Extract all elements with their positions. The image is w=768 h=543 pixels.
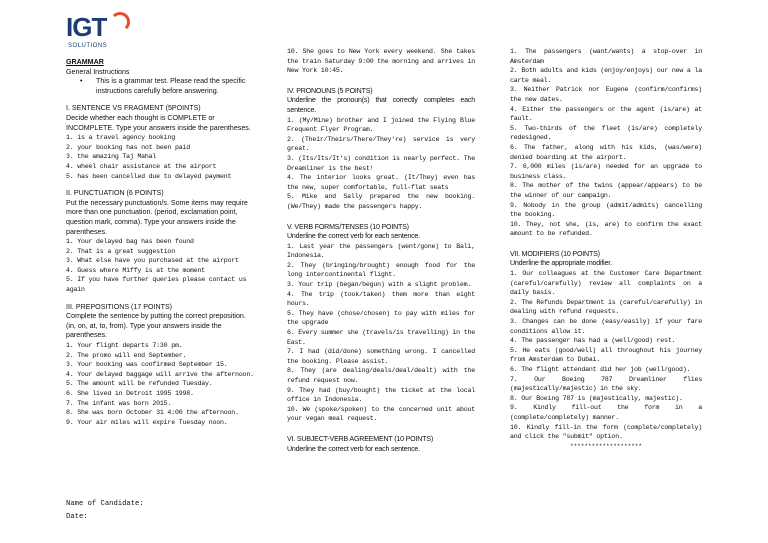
candidate-name-label: Name of Candidate:	[66, 500, 144, 508]
list-item: 9. Nobody in the group (admit/admits) cancelling the booking.	[510, 201, 702, 219]
list-item: 6. The father, along with his kids, (was/were) denied boarding at the airport.	[510, 143, 702, 161]
list-item: 5. He eats (good/well) all throughout his journey from Amsterdam to Dubai.	[510, 346, 702, 364]
list-item: 5. The amount will be refunded Tuesday.	[66, 380, 213, 388]
list-item: 2. The promo will end September.	[66, 351, 187, 359]
list-item: 4. Guess where Miffy is at the moment	[66, 266, 206, 274]
list-item: 3. Neither Patrick nor Eugene (confirm/confirms) the new dates.	[510, 86, 702, 103]
list-item: 5. If you have further queries please contact us again	[66, 276, 247, 294]
list-item: 2. The Refunds Department is (careful/carefully) in dealing with refund requests.	[510, 298, 702, 316]
list-item: 4. The interior looks great. (It/They) even has the new, super comfortable, full-flat seats	[287, 174, 475, 191]
list-item: 1. Your delayed bag has been found	[66, 238, 194, 246]
list-item: 6. Every summer she (travels/is travelling) in the East.	[287, 329, 475, 346]
list-item: 5. They have (chose/chosen) to pay with miles for the upgrade	[287, 309, 475, 327]
section-5-instructions: Underline the correct verb for each sentence.	[287, 232, 420, 241]
page-title: GRAMMAR	[66, 58, 104, 66]
list-item: 1. Your flight departs 7:30 pm.	[66, 342, 183, 350]
section-6-instructions: Underline the correct verb for each sentence.	[287, 444, 420, 453]
column-3	[510, 47, 702, 451]
list-item: 5. Two-thirds of the fleet (is/are) completely redesigned.	[510, 124, 702, 142]
list-item: 7. Our Boeing 787 Dreamliner flies (majestically/majestic) in the sky.	[510, 375, 702, 393]
list-item: 1. is a travel agency booking	[66, 134, 175, 142]
column-2	[287, 47, 475, 454]
section-1-list	[66, 133, 256, 181]
list-item: 10. Kindly fill-in the form (complete/completely) and click the "submit" option.	[510, 423, 702, 441]
list-item: 4. The passenger has had a (well/good) rest.	[510, 337, 676, 345]
list-item: 10. They, not she, (is, are) to confirm the exact amount to be refunded.	[510, 220, 702, 238]
list-item: 3. the amazing Taj Mahal	[66, 153, 157, 161]
list-item: 4. Either the passengers or the agent (is/are) at fault.	[510, 105, 702, 123]
company-logo	[66, 10, 136, 52]
list-item: 5. Mike and Sally prepared the new booking. (We/They) made the passengers happy.	[287, 193, 475, 210]
list-item: 1. The passengers (want/wants) a stop-over in Amsterdam	[510, 48, 702, 65]
section-3-instructions: Complete the sentence by putting the correct preposition. (in, on, at, to, from). Type your answers inside the parentheses.	[66, 312, 246, 340]
section-6-title: VI. SUBJECT-VERB AGREEMENT (10 POINTS)	[287, 434, 433, 443]
end-stars: ********************	[569, 442, 642, 450]
section-2-instructions: Put the necessary punctuation/s. Some items may require more than one punctuation. (period, exclamation point, question mark, comma). Type your answers inside the parentheses.	[66, 198, 248, 236]
logo-brand: IGT	[66, 12, 107, 42]
section-1-instructions: Decide whether each thought is COMPLETE or INCOMPLETE. Type your answers inside the parentheses.	[66, 113, 251, 132]
list-item: 7. The infant was born 2015.	[66, 399, 172, 407]
list-item: 2. (Their/Theirs/There/They're) service is very great.	[287, 135, 475, 153]
list-item: 1. (My/Mine) brother and I joined the Flying Blue Frequent Flyer Program.	[287, 116, 475, 134]
list-item: 4. The trip (took/taken) them more than eight hours.	[287, 290, 475, 308]
section-4-instructions: Underline the pronoun(s) that correctly completes each sentence.	[287, 96, 475, 114]
list-item: 9. They had (buy/bought) the ticket at the local office in Indonesia.	[287, 386, 475, 404]
list-item: 8. They (are dealing/deals/deal/dealt) with the refund request now.	[287, 367, 475, 384]
bullet-icon: •	[80, 77, 83, 86]
section-3-title: III. PREPOSITIONS (17 POINTS)	[66, 302, 173, 311]
list-item: 8. She was born October 31 4:00 the afternoon.	[66, 409, 239, 417]
list-item: 9. Kindly fill-out the form in a (complete/completely) manner.	[510, 404, 702, 421]
list-item: 5. has been cancelled due to delayed payment	[66, 172, 232, 180]
list-item: 10. She goes to New York every weekend. She takes the train Saturday 9:00 the morning and arrives in New York 10:45.	[287, 48, 475, 75]
bullet-text: This is a grammar test. Please read the specific instructions carefully before answering.	[96, 77, 246, 95]
section-3-list	[66, 341, 256, 427]
list-item: 3. Changes can be done (easy/easily) if your fare conditions allow it.	[510, 318, 702, 335]
section-5-title: V. VERB FORMS/TENSES (10 POINTS)	[287, 222, 409, 231]
list-item: 1. Our colleagues at the Customer Care Department (careful/carefully) review all complaints on a daily basis.	[510, 270, 702, 297]
list-item: 7. 6,000 miles (is/are) needed for an upgrade to business class.	[510, 163, 702, 180]
list-item: 6. The flight attendant did her job (well/good).	[510, 366, 691, 373]
logo-subtitle: SOLUTIONS	[68, 43, 108, 49]
list-item: 10. We (spoke/spoken) to the concerned unit about your vegan meal request.	[287, 405, 475, 423]
logo-arc-icon	[110, 12, 130, 32]
section-1-title: I. SENTENCE VS FRAGMENT (5POINTS)	[66, 104, 201, 113]
section-2-title: II. PUNCTUATION (6 POINTS)	[66, 189, 164, 198]
list-item: 3. Your trip (began/begun) with a slight problem.	[287, 281, 472, 289]
list-item: 2. They (bringing/brought) enough food for the long intercontinental flight.	[287, 261, 475, 279]
list-item: 3. (Its/Its/It's) condition is nearly perfect. The Dreamliner is the best!	[287, 154, 475, 172]
list-item: 8. Our Boeing 787 is (majestically, majestic).	[510, 394, 683, 402]
general-instructions-heading: General Instructions	[66, 67, 130, 76]
section-7-instructions: Underline the appropriate modifier.	[510, 259, 612, 268]
list-item: 1. Last year the passengers (went/gone) to Bali, Indonesia.	[287, 242, 475, 260]
list-item: 8. The mother of the twins (appear/appears) to be the winner of our campaign.	[510, 182, 702, 199]
general-instructions-bullet	[66, 77, 256, 96]
list-item: 3. What else have you purchased at the airport	[66, 257, 239, 265]
list-item: 6. She lived in Detroit 1995 1998.	[66, 390, 194, 397]
list-item: 2. Both adults and kids (enjoy/enjoys) our new a la carte meal.	[510, 67, 702, 84]
list-item: 4. Your delayed baggage will arrive the afternoon.	[66, 370, 254, 378]
section-7-title: VII. MODIFIERS (10 POINTS)	[510, 249, 600, 258]
list-item: 9. Your air miles will expire Tuesday noon.	[66, 418, 228, 426]
list-item: 2. your booking has not been paid	[66, 143, 190, 151]
list-item: 3. Your booking was confirmed September 15.	[66, 361, 228, 369]
list-item: 4. wheel chair assistance at the airport	[66, 162, 217, 170]
section-2-list	[66, 237, 256, 295]
column-1	[66, 58, 256, 427]
list-item: 2. That is a great suggestion	[66, 247, 175, 255]
list-item: 7. I had (did/done) something wrong. I cancelled the booking. Please assist.	[287, 348, 475, 365]
date-label: Date:	[66, 513, 88, 521]
section-4-title: IV. PRONOUNS (5 POINTS)	[287, 86, 373, 95]
